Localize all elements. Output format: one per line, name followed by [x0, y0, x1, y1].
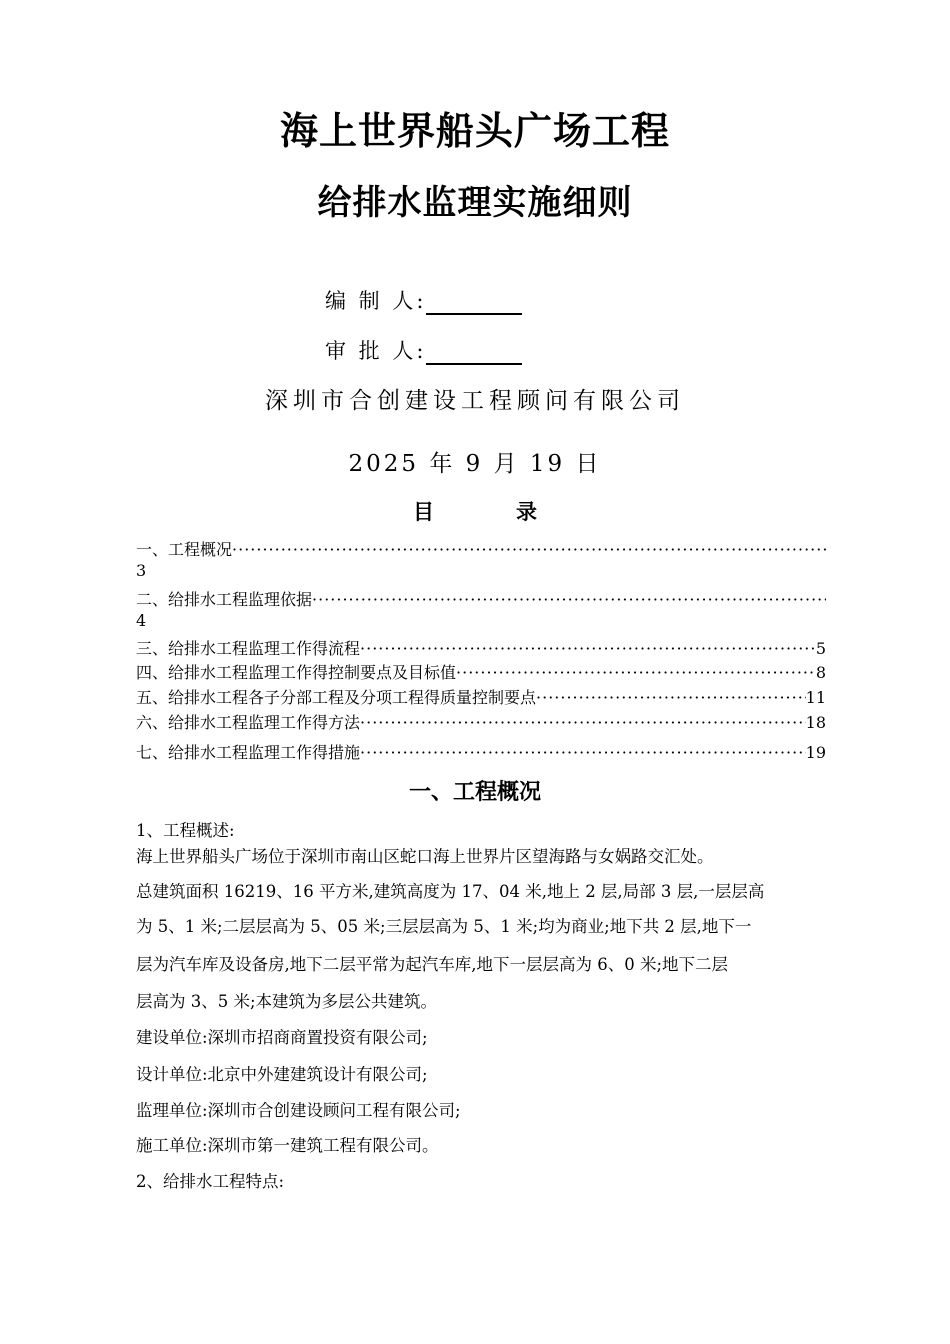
section-title: 一、工程概况 [408, 780, 541, 805]
approver-blank [426, 343, 522, 365]
toc-item-page: 19 [805, 743, 826, 762]
toc-item-page: 4 [136, 611, 147, 630]
supervisor-unit: 监理单位:深圳市合创建设顾问工程有限公司; [136, 1101, 461, 1120]
paragraph-line: 为 5、1 米;二层层高为 5、05 米;三层层高为 5、1 米;均为商业;地下共 2 层,地下一 [136, 917, 752, 936]
approver-label: 审 批 人: [325, 339, 427, 363]
document-date: 2025 年 9 月 19 日 [348, 451, 602, 477]
toc-item-page: 5 [815, 639, 826, 658]
toc-item[interactable]: 五、给排水工程各子分部工程及分项工程得质量控制要点 ····· 11 [136, 685, 826, 708]
paragraph-line: 层为汽车库及设备房,地下二层平常为起汽车库,地下一层层高为 6、0 米;地下二层 [136, 955, 729, 974]
company-name: 深圳市合创建设工程顾问有限公司 [265, 388, 685, 414]
toc-item-page: 8 [815, 663, 826, 682]
toc-item[interactable]: 二、给排水工程监理依据 ····· [136, 587, 826, 610]
contractor-unit: 施工单位:深圳市第一建筑工程有限公司。 [136, 1136, 439, 1155]
toc-item-page: 18 [805, 713, 826, 732]
compiler-field [325, 285, 522, 315]
paragraph-line: 总建筑面积 16219、16 平方米,建筑高度为 17、04 米,地上 2 层,局部 3 层,一层层高 [136, 882, 765, 901]
compiler-blank [426, 293, 522, 315]
table-of-contents [136, 537, 826, 767]
compiler-label: 编 制 人: [325, 289, 427, 313]
owner-unit: 建设单位:深圳市招商商置投资有限公司; [136, 1028, 428, 1047]
designer-unit: 设计单位:北京中外建建筑设计有限公司; [136, 1065, 428, 1084]
toc-heading [0, 496, 950, 526]
toc-item-page: 3 [136, 561, 147, 580]
toc-heading-right: 录 [516, 500, 537, 524]
paragraph-line: 海上世界船头广场位于深圳市南山区蛇口海上世界片区望海路与女娲路交汇处。 [136, 847, 714, 866]
document-title: 海上世界船头广场工程 [279, 109, 670, 153]
toc-item[interactable]: 一、工程概况 ····· [136, 537, 826, 560]
subheading-overview: 1、工程概述: [136, 821, 235, 840]
document-subtitle: 给排水监理实施细则 [317, 183, 633, 223]
toc-item-page: 11 [805, 688, 826, 707]
toc-item[interactable]: 六、给排水工程监理工作得方法 ····· 18 [136, 710, 826, 733]
toc-heading-left: 目 [413, 500, 434, 524]
toc-item[interactable]: 七、给排水工程监理工作得措施 ····· 19 [136, 740, 826, 763]
approver-field [325, 335, 522, 365]
toc-item[interactable]: 三、给排水工程监理工作得流程 ····· 5 [136, 636, 826, 659]
toc-item[interactable]: 四、给排水工程监理工作得控制要点及目标值 ····· 8 [136, 660, 826, 683]
paragraph-line: 层高为 3、5 米;本建筑为多层公共建筑。 [136, 992, 438, 1011]
subheading-features: 2、给排水工程特点: [136, 1172, 285, 1191]
